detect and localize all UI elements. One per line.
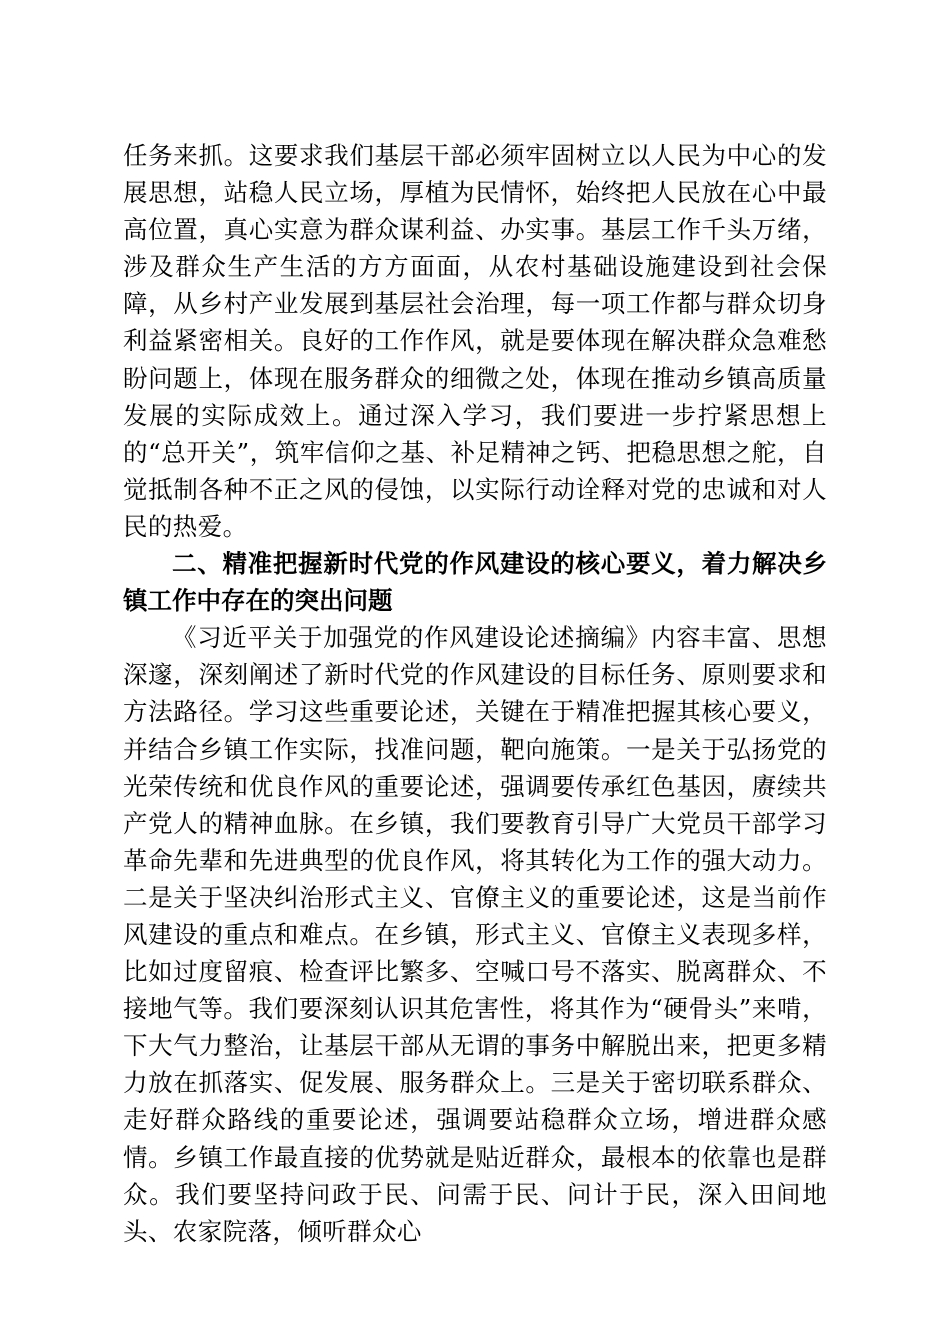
- body-paragraph: 《习近平关于加强党的作风建设论述摘编》内容丰富、思想深邃，深刻阐述了新时代党的作风建设的目标任务、原则要求和方法路径。学习这些重要论述，关键在于精准把握其核心要义，并结合乡镇工作实际，找准问题，靶向施策。一是关于弘扬党的光荣传统和优良作风的重要论述，强调要传承红色基因，赓续共产党人的精神血脉。在乡镇，我们要教育引导广大党员干部学习革命先辈和先进典型的优良作风，将其转化为工作的强大动力。二是关于坚决纠治形式主义、官僚主义的重要论述，这是当前作风建设的重点和难点。在乡镇，形式主义、官僚主义表现多样，比如过度留痕、检查评比繁多、空喊口号不落实、脱离群众、不接地气等。我们要深刻认识其危害性，将其作为“硬骨头”来啃，下大气力整治，让基层干部从无谓的事务中解脱出来，把更多精力放在抓落实、促发展、服务群众上。三是关于密切联系群众、走好群众路线的重要论述，强调要站稳群众立场，增进群众感情。乡镇工作最直接的优势就是贴近群众，最根本的依靠也是群众。我们要坚持问政于民、问需于民、问计于民，深入田间地头、农家院落，倾听群众心: [123, 623, 827, 1246]
- document-body: [123, 137, 827, 1250]
- section-heading: 二、精准把握新时代党的作风建设的核心要义，着力解决乡镇工作中存在的突出问题: [123, 549, 827, 616]
- continuation-paragraph: 任务来抓。这要求我们基层干部必须牢固树立以人民为中心的发展思想，站稳人民立场，厚植为民情怀，始终把人民放在心中最高位置，真心实意为群众谋利益、办实事。基层工作千头万绪，涉及群众生产生活的方方面面，从农村基础设施建设到社会保障，从乡村产业发展到基层社会治理，每一项工作都与群众切身利益紧密相关。良好的工作作风，就是要体现在解决群众急难愁盼问题上，体现在服务群众的细微之处，体现在推动乡镇高质量发展的实际成效上。通过深入学习，我们要进一步拧紧思想上的“总开关”，筑牢信仰之基、补足精神之钙、把稳思想之舵，自觉抵制各种不正之风的侵蚀，以实际行动诠释对党的忠诚和对人民的热爱。: [123, 141, 827, 541]
